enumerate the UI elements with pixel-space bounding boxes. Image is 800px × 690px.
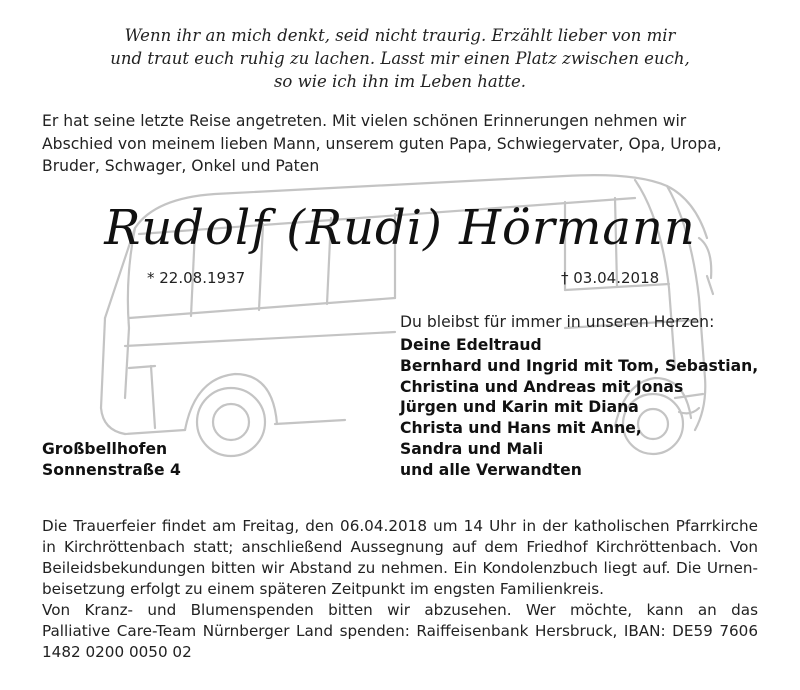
family-address	[42, 439, 181, 481]
donation-request	[42, 600, 758, 663]
memorial-quote	[0, 24, 800, 93]
funeral-line: in Kirchröttenbach statt; anschließend Aussegnung auf dem Friedhof Kirchröttenbach. Von	[42, 538, 758, 556]
donation-line: 1482 0200 0050 02	[42, 643, 192, 661]
funeral-line: beisetzung erfolgt zu einem späteren Zeitpunkt im engsten Familienkreis.	[42, 580, 605, 598]
quote-line: und traut euch ruhig zu lachen. Lasst mir einen Platz zwischen euch,	[110, 49, 690, 68]
intro-line: Er hat seine letzte Reise angetreten. Mit vielen schönen Erinnerungen nehmen wir	[42, 112, 687, 130]
donation-line: Palliative Care-Team Nürnberger Land spenden: Raiffeisenbank Hersbruck, IBAN: DE59 7606	[42, 622, 758, 640]
mourner-entry: Jürgen und Karin mit Diana	[400, 398, 639, 417]
mourner-entry: Bernhard und Ingrid mit Tom, Sebastian,	[400, 356, 759, 375]
funeral-line: Die Trauerfeier findet am Freitag, den 06.04.2018 um 14 Uhr in der katholischen Pfarrkirche	[42, 517, 758, 535]
quote-line: so wie ich ihn im Leben hatte.	[273, 72, 527, 91]
mourner-entry: Sandra und Mali	[400, 439, 544, 458]
funeral-line: Beileidsbekundungen bitten wir Abstand zu nehmen. Ein Kondolenzbuch liegt auf. Die Urnen-	[42, 559, 758, 577]
mourner-entry: Christa und Hans mit Anne,	[400, 419, 642, 438]
family-intro: Du bleibst für immer in unseren Herzen:	[400, 313, 715, 331]
mourner-entry: Christina und Andreas mit Jonas	[400, 377, 684, 396]
address-street: Sonnenstraße 4	[42, 460, 181, 479]
mourners-list	[400, 335, 758, 481]
intro-line: Abschied von meinem lieben Mann, unserem guten Papa, Schwiegervater, Opa, Uropa,	[42, 134, 722, 153]
death-date: † 03.04.2018	[561, 269, 660, 287]
quote-line: Wenn ihr an mich denkt, seid nicht traurig. Erzählt lieber von mir	[124, 26, 676, 45]
donation-line: Von Kranz- und Blumenspenden bitten wir abzusehen. Wer möchte, kann an das	[42, 601, 758, 619]
mourner-entry: Deine Edeltraud	[400, 336, 542, 354]
address-town: Großbellhofen	[42, 440, 168, 458]
funeral-details	[42, 516, 758, 600]
birth-date: * 22.08.1937	[147, 269, 246, 287]
mourner-entry: und alle Verwandten	[400, 460, 582, 479]
intro-line: Bruder, Schwager, Onkel und Paten	[42, 157, 320, 175]
deceased-name: Rudolf (Rudi) Hörmann	[104, 200, 696, 256]
intro-text	[42, 110, 772, 178]
